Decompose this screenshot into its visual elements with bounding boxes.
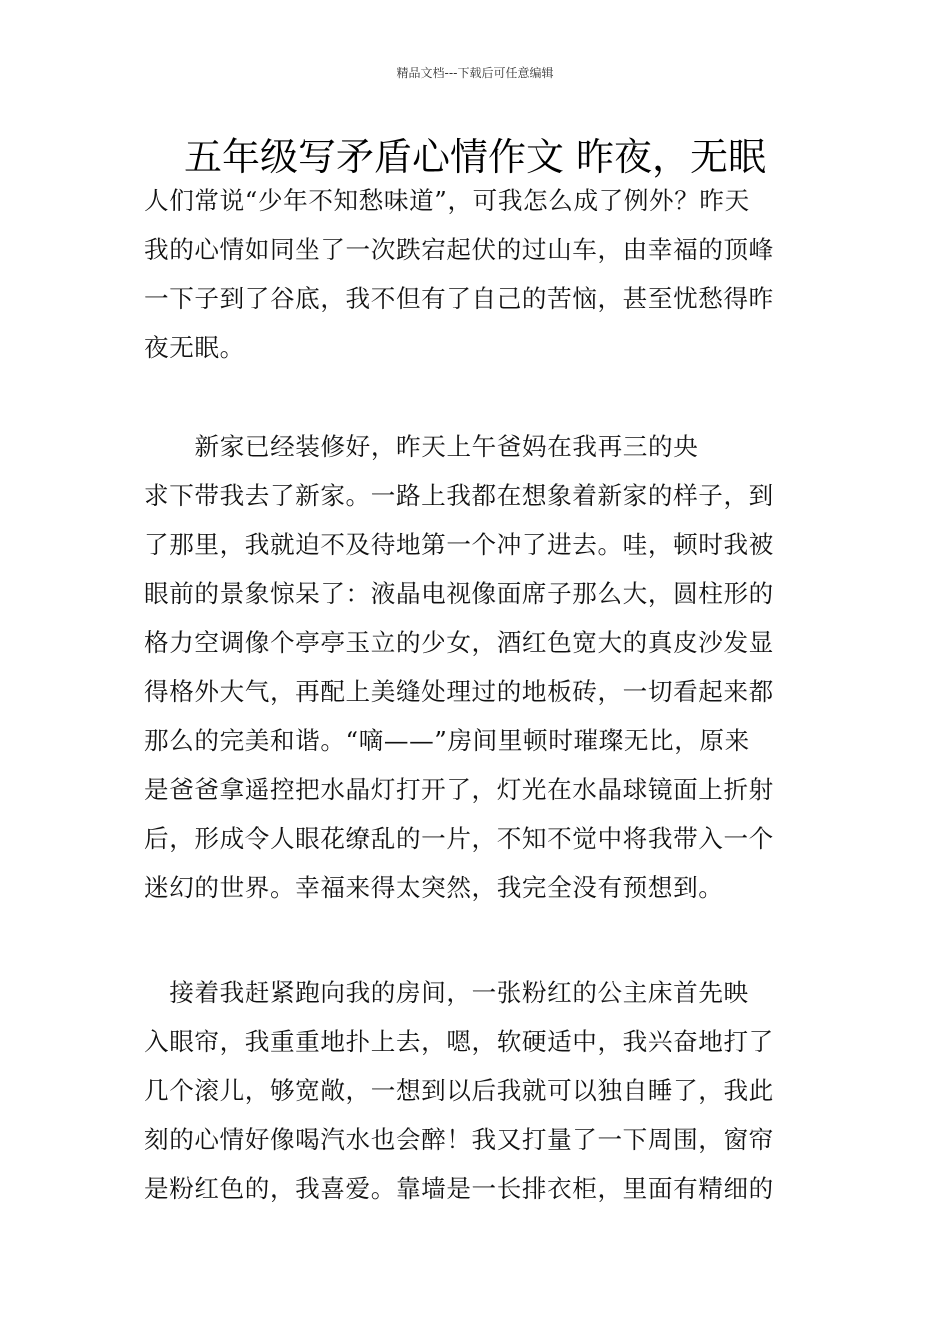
text-line: 眼前的景象惊呆了：液晶电视像面席子那么大，圆柱形的	[144, 579, 774, 608]
text-line: 那么的完美和谐。“嘀——”房间里顿时璀璨无比，原来	[144, 726, 750, 755]
text-line: 迷幻的世界。幸福来得太突然，我完全没有预想到。	[144, 873, 724, 902]
paragraph-2	[144, 422, 808, 912]
text-line: 是粉红色的，我喜爱。靠墙是一长排衣柜，里面有精细的	[144, 1174, 774, 1203]
text-line: 接着我赶紧跑向我的房间，一张粉红的公主床首先映	[144, 978, 749, 1007]
page-title: 五年级写矛盾心情作文 昨夜，无眠	[183, 135, 767, 179]
text-line: 一下子到了谷底，我不但有了自己的苦恼，甚至忧愁得昨	[144, 284, 774, 313]
text-line: 求下带我去了新家。一路上我都在想象着新家的样子，到	[144, 481, 774, 510]
text-line: 人们常说“少年不知愁味道”，可我怎么成了例外？昨天	[144, 186, 750, 215]
text-line: 格力空调像个亭亭玉立的少女，酒红色宽大的真皮沙发显	[144, 628, 774, 657]
text-line: 后，形成令人眼花缭乱的一片，不知不觉中将我带入一个	[144, 824, 774, 853]
paragraph-3	[144, 968, 808, 1213]
text-line: 新家已经装修好，昨天上午爸妈在我再三的央	[144, 432, 699, 461]
text-line: 我的心情如同坐了一次跌宕起伏的过山车，由幸福的顶峰	[144, 235, 774, 264]
text-line: 了那里，我就迫不及待地第一个冲了进去。哇，顿时我被	[144, 530, 774, 559]
text-line: 几个滚儿，够宽敞，一想到以后我就可以独自睡了，我此	[144, 1076, 774, 1105]
paragraph-1	[144, 176, 808, 372]
text-line: 夜无眠。	[144, 333, 245, 362]
page-header: 精品文档---下载后可任意编辑	[396, 66, 554, 80]
text-line: 是爸爸拿遥控把水晶灯打开了，灯光在水晶球镜面上折射	[144, 775, 774, 804]
text-line: 得格外大气，再配上美缝处理过的地板砖，一切看起来都	[144, 677, 774, 706]
text-line: 入眼帘，我重重地扑上去，嗯，软硬适中，我兴奋地打了	[144, 1027, 774, 1056]
text-line: 刻的心情好像喝汽水也会醉！我又打量了一下周围，窗帘	[144, 1125, 774, 1154]
